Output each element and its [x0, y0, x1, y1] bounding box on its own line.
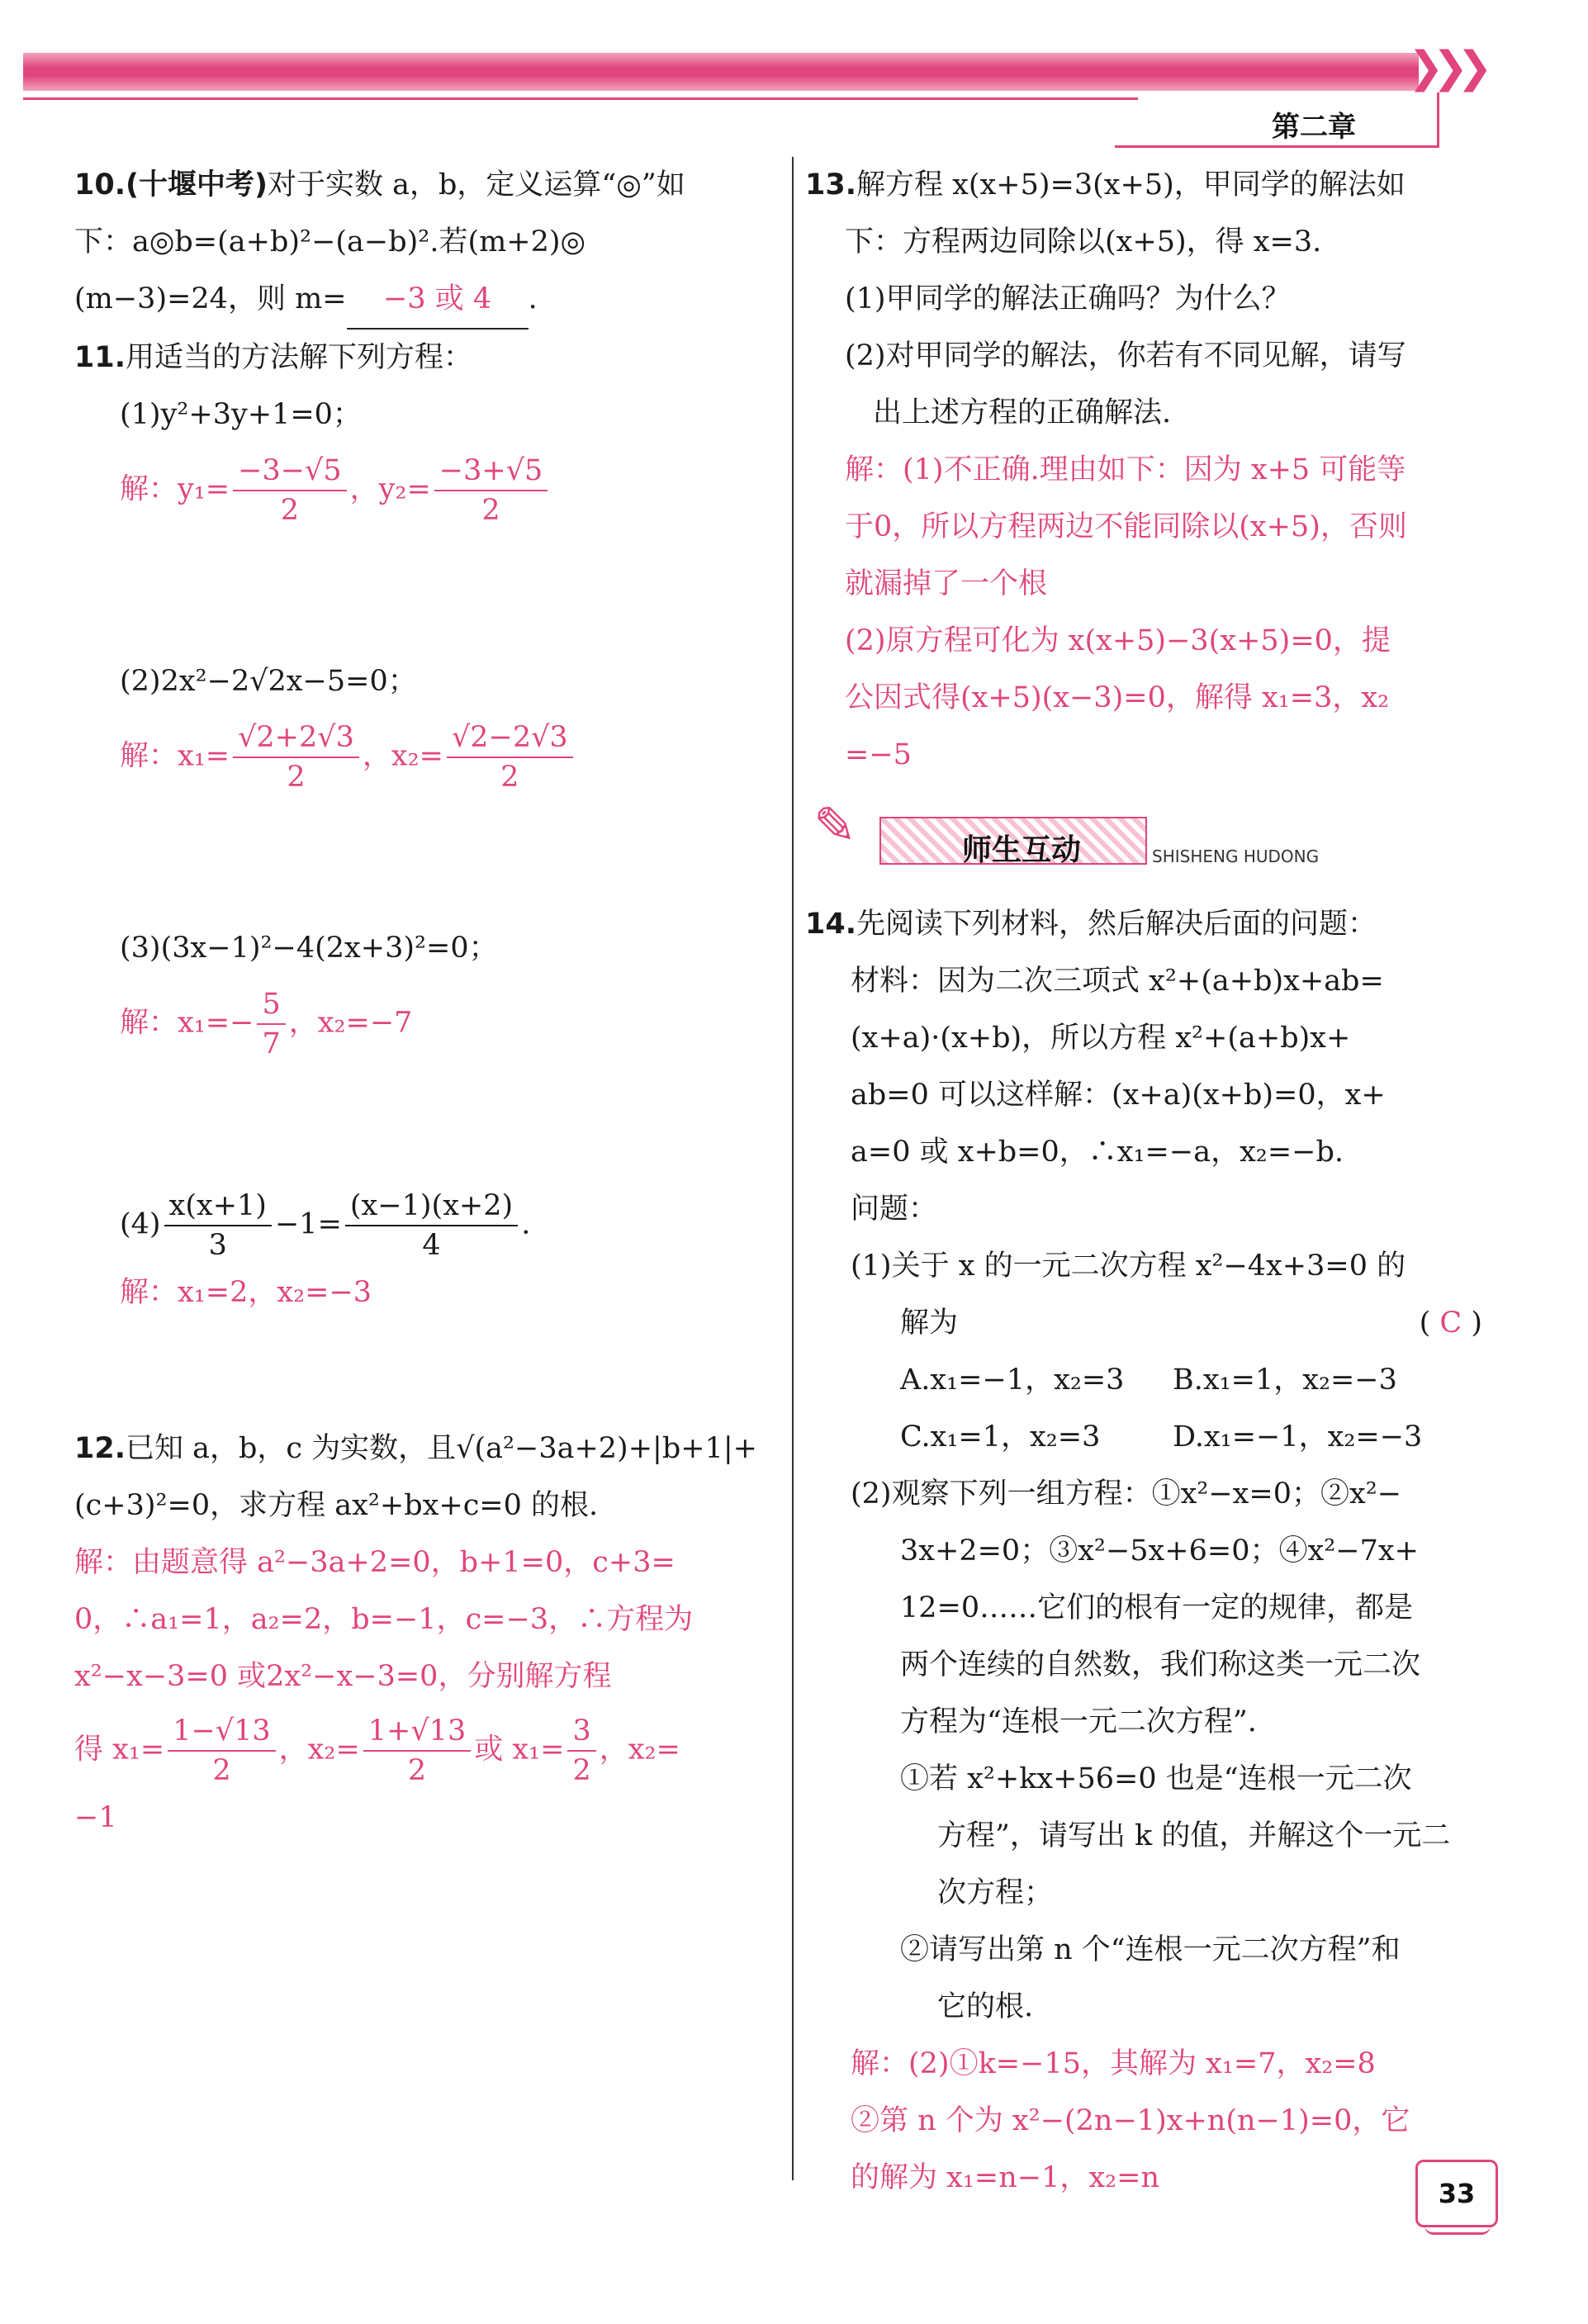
- material-line: ab=0 可以这样解：(x+a)(x+b)=0，x+: [851, 1079, 1386, 1112]
- question-text: 已知 a，b，c 为实数，且√(a²−3a+2)+|b+1|+: [126, 1432, 757, 1465]
- answer-text: 得 x₁=: [74, 1733, 165, 1767]
- fraction: [447, 719, 573, 796]
- question-text: −1=: [274, 1207, 342, 1241]
- fraction-denominator: 2: [280, 494, 300, 527]
- right-column: [805, 157, 1499, 2207]
- question-text: (c+3)²=0，求方程 ax²+bx+c=0 的根.: [74, 1489, 599, 1522]
- fraction-numerator: 5: [257, 985, 285, 1025]
- sub-question-2: 出上述方程的正确解法.: [873, 396, 1172, 429]
- answer-1: [74, 452, 776, 529]
- column-divider: [792, 157, 794, 2180]
- question-text: (4): [120, 1207, 161, 1241]
- fraction-denominator: 2: [500, 761, 519, 794]
- fraction: [168, 1712, 275, 1790]
- question-text: 解方程 x(x+5)=3(x+5)，甲同学的解法如: [856, 168, 1405, 202]
- answer-text: ，x₂=: [362, 739, 443, 773]
- fraction: [434, 452, 548, 529]
- question-number: 14.: [805, 908, 857, 941]
- sub-question-2: (2)观察下列一组方程：①x²−x=0；②x²−: [851, 1477, 1402, 1511]
- fraction-numerator: 1−√13: [168, 1712, 275, 1752]
- sub-part-1: 方程”，请写出 k 的值，并解这个一元二: [937, 1819, 1451, 1852]
- sub-question-3: (3)(3x−1)²−4(2x+3)²=0；: [120, 932, 498, 965]
- question-text: 用适当的方法解下列方程：: [126, 341, 473, 374]
- fraction: [345, 1187, 518, 1264]
- fraction: [233, 452, 347, 529]
- solution-line: 就漏掉了一个根: [845, 567, 1048, 600]
- solution-line: 的解为 x₁=n−1，x₂=n: [851, 2161, 1159, 2194]
- fraction: [257, 985, 285, 1063]
- question-text: 下：方程两边同除以(x+5)，得 x=3.: [845, 225, 1322, 258]
- question-text: 对于实数 a，b，定义运算“◎”如: [268, 168, 685, 202]
- solution-line: 解：(2)①k=−15，其解为 x₁=7，x₂=8: [851, 2047, 1376, 2080]
- fraction-denominator: 2: [407, 1754, 427, 1787]
- page-number: 33: [1415, 2160, 1498, 2227]
- solution-line: −1: [74, 1801, 117, 1834]
- question-13: [805, 157, 1499, 784]
- sub-question-1: (1)y²+3y+1=0；: [120, 398, 362, 431]
- fraction-denominator: 2: [212, 1754, 231, 1787]
- sub-question-2: 两个连续的自然数，我们称这类一元二次: [900, 1648, 1421, 1681]
- fraction: [363, 1712, 471, 1790]
- question-source: (十堰中考): [126, 168, 268, 202]
- answer-4: 解：x₁=2，x₂=−3: [120, 1276, 372, 1309]
- bracket-open: (: [1419, 1307, 1431, 1340]
- sub-question-2: (2)对甲同学的解法，你若有不同见解，请写: [845, 339, 1406, 372]
- punctuation: .: [528, 282, 538, 315]
- fraction-denominator: 3: [208, 1229, 227, 1262]
- fraction: [164, 1187, 272, 1264]
- answer-text: ，x₂=−7: [288, 1006, 413, 1040]
- fraction-numerator: 1+√13: [363, 1712, 471, 1752]
- fraction-numerator: −3−√5: [233, 452, 347, 491]
- bracket-close: ): [1471, 1307, 1482, 1340]
- answer-2: [74, 719, 776, 796]
- header-underline: [23, 97, 1138, 100]
- section-subtitle: SHISHENG HUDONG: [1152, 847, 1320, 866]
- header-band: [23, 53, 1419, 91]
- section-header: [805, 789, 1499, 888]
- fraction-denominator: 2: [572, 1754, 591, 1787]
- fraction-numerator: 3: [567, 1712, 595, 1752]
- fraction-numerator: (x−1)(x+2): [345, 1187, 518, 1226]
- sub-part-1: 次方程；: [937, 1876, 1054, 1909]
- header-arrows-icon: ❯❯❯: [1408, 43, 1481, 92]
- fraction-numerator: −3+√5: [434, 452, 548, 491]
- sub-question-1: (1)甲同学的解法正确吗？为什么？: [845, 282, 1291, 315]
- answer-text: 解：x₁=−: [120, 1006, 254, 1040]
- fraction: [233, 719, 359, 796]
- left-column: [74, 157, 776, 1847]
- solution-line: 于0，所以方程两边不能同除以(x+5)，否则: [845, 510, 1407, 543]
- question-text: 下：a◎b=(a+b)²−(a−b)².若(m+2)◎: [74, 225, 586, 258]
- problem-label: 问题：: [851, 1193, 938, 1226]
- question-10: [74, 157, 776, 330]
- answer-text: ，x₂=: [599, 1733, 680, 1767]
- solution-line: (2)原方程可化为 x(x+5)−3(x+5)=0，提: [845, 624, 1391, 657]
- answer-text: ，y₂=: [349, 472, 431, 506]
- fraction-denominator: 2: [481, 494, 500, 527]
- option-a: A.x₁=−1，x₂=3: [900, 1364, 1125, 1397]
- sub-part-1: ①若 x²+kx+56=0 也是“连根一元二次: [900, 1762, 1412, 1795]
- question-11: [74, 330, 776, 1420]
- sub-question-2: 12=0……它们的根有一定的规律，都是: [900, 1591, 1414, 1624]
- sub-question-1: (1)关于 x 的一元二次方程 x²−4x+3=0 的: [851, 1250, 1406, 1283]
- sub-question-4: [74, 1187, 776, 1264]
- answer-blank: −3 或 4: [347, 271, 529, 330]
- solution-line: =−5: [845, 738, 912, 771]
- solution-line: [74, 1712, 776, 1790]
- material-line: a=0 或 x+b=0，∴x₁=−a，x₂=−b.: [851, 1136, 1344, 1169]
- fraction-numerator: √2−2√3: [447, 719, 573, 758]
- fraction-numerator: x(x+1): [164, 1187, 272, 1226]
- answer-text: ，x₂=: [278, 1733, 360, 1767]
- fraction-denominator: 2: [287, 761, 306, 794]
- sub-part-2: 它的根.: [937, 1990, 1034, 2023]
- solution-line: x²−x−3=0 或2x²−x−3=0，分别解方程: [74, 1660, 612, 1693]
- sub-question-2: 3x+2=0；③x²−5x+6=0；④x²−7x+: [900, 1534, 1419, 1568]
- material-line: (x+a)·(x+b)，所以方程 x²+(a+b)x+: [851, 1022, 1351, 1055]
- fraction: [567, 1712, 595, 1790]
- solution-line: 0，∴a₁=1，a₂=2，b=−1，c=−3，∴方程为: [74, 1603, 694, 1636]
- punctuation: .: [521, 1207, 531, 1241]
- fraction-denominator: 4: [422, 1229, 441, 1262]
- chapter-title: 第二章: [1272, 111, 1356, 144]
- question-number: 12.: [74, 1432, 126, 1465]
- material-line: 材料：因为二次三项式 x²+(a+b)x+ab=: [851, 965, 1384, 998]
- sub-question-1: [805, 1295, 1499, 1352]
- question-text: 先阅读下列材料，然后解决后面的问题：: [856, 908, 1377, 941]
- sub-part-2: ②请写出第 n 个“连根一元二次方程”和: [900, 1933, 1401, 1966]
- answer-text: 解：x₁=: [120, 739, 230, 773]
- question-number: 13.: [805, 168, 857, 202]
- question-text: (m−3)=24，则 m=: [74, 282, 347, 315]
- answer-bracket: [1420, 1295, 1482, 1352]
- question-14: [805, 896, 1499, 2207]
- answer-text: 解：y₁=: [120, 472, 230, 506]
- solution-line: 解：由题意得 a²−3a+2=0，b+1=0，c+3=: [74, 1546, 675, 1579]
- answer-3: [74, 985, 776, 1063]
- choice-answer: C: [1439, 1307, 1462, 1340]
- section-title: 师生互动: [962, 833, 1082, 867]
- answer-text: 或 x₁=: [474, 1733, 565, 1767]
- question-number: 11.: [74, 341, 126, 374]
- solution-line: ②第 n 个为 x²−(2n−1)x+n(n−1)=0，它: [851, 2104, 1410, 2137]
- solution-line: 解：(1)不正确.理由如下：因为 x+5 可能等: [845, 453, 1406, 486]
- sub-question-2: 方程为“连根一元二次方程”.: [900, 1705, 1257, 1738]
- fraction-numerator: √2+2√3: [233, 719, 359, 758]
- question-12: [74, 1420, 776, 1847]
- question-text: 解为: [900, 1307, 959, 1340]
- question-number: 10.: [74, 168, 126, 202]
- option-b: B.x₁=1，x₂=−3: [1173, 1364, 1397, 1397]
- option-c: C.x₁=1，x₂=3: [900, 1420, 1101, 1454]
- option-d: D.x₁=−1，x₂=−3: [1173, 1420, 1423, 1454]
- solution-line: 公因式得(x+5)(x−3)=0，解得 x₁=3，x₂: [845, 681, 1390, 714]
- sub-question-2: (2)2x²−2√2x−5=0；: [120, 665, 417, 698]
- fraction-denominator: 7: [262, 1027, 281, 1060]
- pen-icon: ✎: [813, 795, 856, 856]
